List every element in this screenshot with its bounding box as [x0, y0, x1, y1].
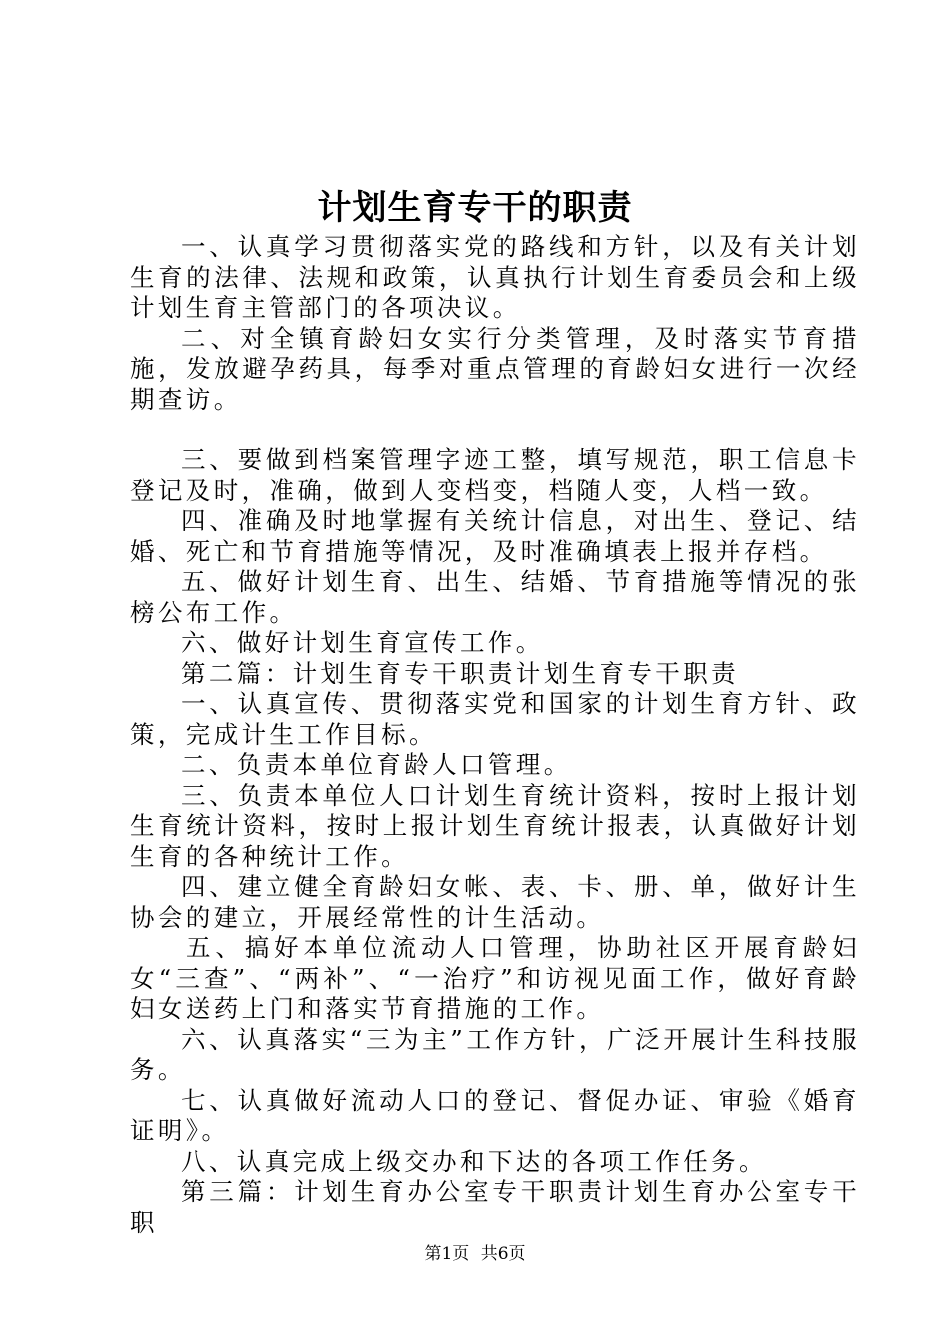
paragraph: 五、做好计划生育、出生、结婚、节育措施等情况的张榜公布工作。: [130, 567, 860, 627]
document-body: [130, 232, 860, 1238]
page-footer: [0, 1243, 950, 1265]
paragraph: 三、负责本单位人口计划生育统计资料，按时上报计划生育统计资料，按时上报计划生育统计报表，认真做好计划生育的各种统计工作。: [130, 780, 860, 871]
paragraph: 四、建立健全育龄妇女帐、表、卡、册、单，做好计生协会的建立，开展经常性的计生活动。: [130, 872, 860, 932]
document-title: 计划生育专干的职责: [317, 188, 633, 228]
page-total: 共6页: [480, 1244, 526, 1264]
paragraph: 六、认真落实“三为主”工作方针，广泛开展计生科技服务。: [130, 1024, 860, 1084]
page-number: 第1页: [424, 1244, 470, 1264]
paragraph: 一、认真学习贯彻落实党的路线和方针，以及有关计划生育的法律、法规和政策，认真执行计划生育委员会和上级计划生育主管部门的各项决议。: [130, 232, 860, 322]
paragraph: 七、认真做好流动人口的登记、督促办证、审验《婚育证明》。: [130, 1085, 860, 1145]
paragraph: 六、做好计划生育宣传工作。: [181, 628, 544, 657]
paragraph: 三、要做到档案管理字迹工整，填写规范，职工信息卡登记及时，准确，做到人变档变，档随人变，人档一致。: [130, 445, 860, 505]
paragraph: 二、对全镇育龄妇女实行分类管理，及时落实节育措施，发放避孕药具，每季对重点管理的育龄妇女进行一次经期查访。: [130, 323, 860, 414]
paragraph: 五、搞好本单位流动人口管理，协助社区开展育龄妇女“三查”、“两补”、“一治疗”和访视见面工作，做好育龄妇女送药上门和落实节育措施的工作。: [130, 933, 860, 1023]
paragraph: 四、准确及时地掌握有关统计信息，对出生、登记、结婚、死亡和节育措施等情况，及时准确填表上报并存档。: [130, 506, 860, 566]
section-heading: 第三篇：计划生育办公室专干职责计划生育办公室专干职: [130, 1177, 860, 1237]
paragraph: 二、负责本单位育龄人口管理。: [181, 750, 572, 779]
paragraph: 一、认真宣传、贯彻落实党和国家的计划生育方针、政策，完成计生工作目标。: [130, 689, 860, 749]
section-heading: 第二篇：计划生育专干职责计划生育专干职责: [181, 658, 739, 688]
paragraph: 八、认真完成上级交办和下达的各项工作任务。: [181, 1146, 767, 1176]
